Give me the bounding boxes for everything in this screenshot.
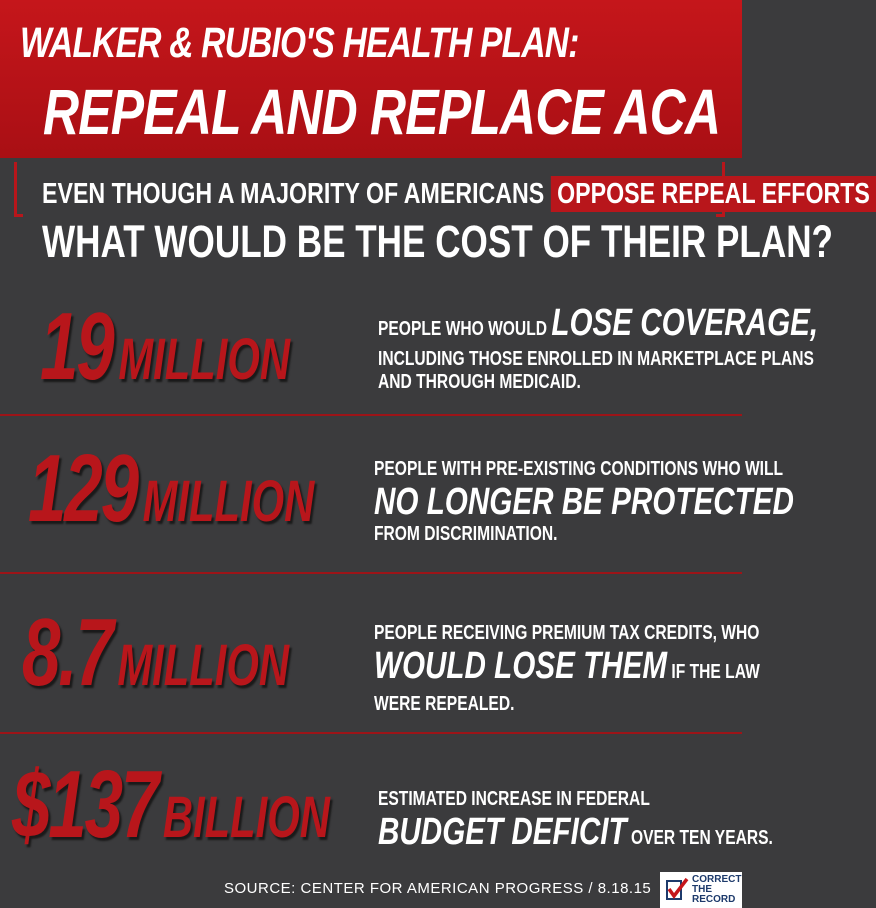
stat-number: $137 — [12, 751, 158, 858]
stat-desc-pre: PEOPLE WHO WOULD — [378, 318, 548, 340]
stat-desc-emphasis: WOULD LOSE THEM — [374, 645, 668, 687]
checkmark-icon — [665, 877, 689, 903]
stat-desc-emphasis: LOSE COVERAGE, — [551, 302, 819, 344]
stat-description — [374, 622, 760, 716]
stat-figure — [22, 598, 289, 721]
logo-wordmark — [692, 875, 742, 905]
stat-desc-line1: ESTIMATED INCREASE IN FEDERAL — [378, 788, 650, 810]
header-title-line2: REPEAL AND REPLACE ACA — [42, 76, 720, 148]
stat-unit: MILLION — [142, 469, 315, 534]
stat-number: 129 — [28, 435, 137, 542]
stat-unit: MILLION — [118, 327, 290, 392]
stat-row-preexisting — [0, 416, 794, 574]
stat-description — [378, 788, 773, 860]
subheader-question: WHAT WOULD BE THE COST OF THEIR PLAN? — [42, 216, 833, 267]
stat-number: 19 — [40, 293, 113, 400]
stat-desc-post: IF THE LAW — [671, 661, 760, 683]
stat-desc-line2 — [374, 645, 760, 693]
stat-desc-line2 — [378, 811, 773, 860]
stat-unit: BILLION — [162, 785, 330, 850]
stat-desc-line3: FROM DISCRIMINATION. — [374, 523, 558, 545]
stat-row-tax-credits — [0, 574, 760, 734]
stat-desc-line3: WERE REPEALED. — [374, 693, 515, 715]
stat-figure — [40, 292, 290, 415]
stat-unit: MILLION — [117, 633, 290, 698]
subheader-line — [42, 176, 876, 212]
bracket-left-decoration — [14, 162, 23, 217]
subheader-highlight: OPPOSE REPEAL EFFORTS — [551, 176, 876, 212]
stat-row-deficit — [0, 734, 773, 870]
logo-word-the: THE — [692, 884, 712, 895]
stat-description — [378, 302, 818, 394]
stat-figure — [28, 434, 314, 557]
stat-desc-emphasis: NO LONGER BE PROTECTED — [374, 481, 794, 523]
stat-number: 8.7 — [22, 599, 112, 706]
stat-desc-line2: INCLUDING THOSE ENROLLED IN MARKETPLACE PLANS — [378, 348, 814, 370]
logo-word-record: RECORD — [692, 894, 736, 905]
source-citation: SOURCE: CENTER FOR AMERICAN PROGRESS / 8.18.15 — [224, 880, 652, 897]
stat-desc-line1 — [378, 302, 818, 348]
stat-desc-line1: PEOPLE RECEIVING PREMIUM TAX CREDITS, WHO — [374, 622, 760, 644]
logo-word-correct: CORRECT — [692, 874, 742, 885]
stat-description — [374, 458, 794, 546]
correct-the-record-logo — [660, 872, 742, 908]
subheader-text: EVEN THOUGH A MAJORITY OF AMERICANS — [42, 178, 545, 210]
stat-figure — [12, 750, 330, 873]
stat-row-coverage — [0, 282, 819, 416]
header-banner — [0, 0, 742, 158]
stat-desc-line1: PEOPLE WITH PRE-EXISTING CONDITIONS WHO WILL — [374, 458, 784, 480]
stat-desc-post: OVER TEN YEARS. — [630, 827, 773, 849]
stat-desc-emphasis: BUDGET DEFICIT — [378, 811, 627, 853]
header-title-line1: WALKER & RUBIO'S HEALTH PLAN: — [20, 19, 579, 67]
stat-desc-line3: AND THROUGH MEDICAID. — [378, 371, 581, 393]
